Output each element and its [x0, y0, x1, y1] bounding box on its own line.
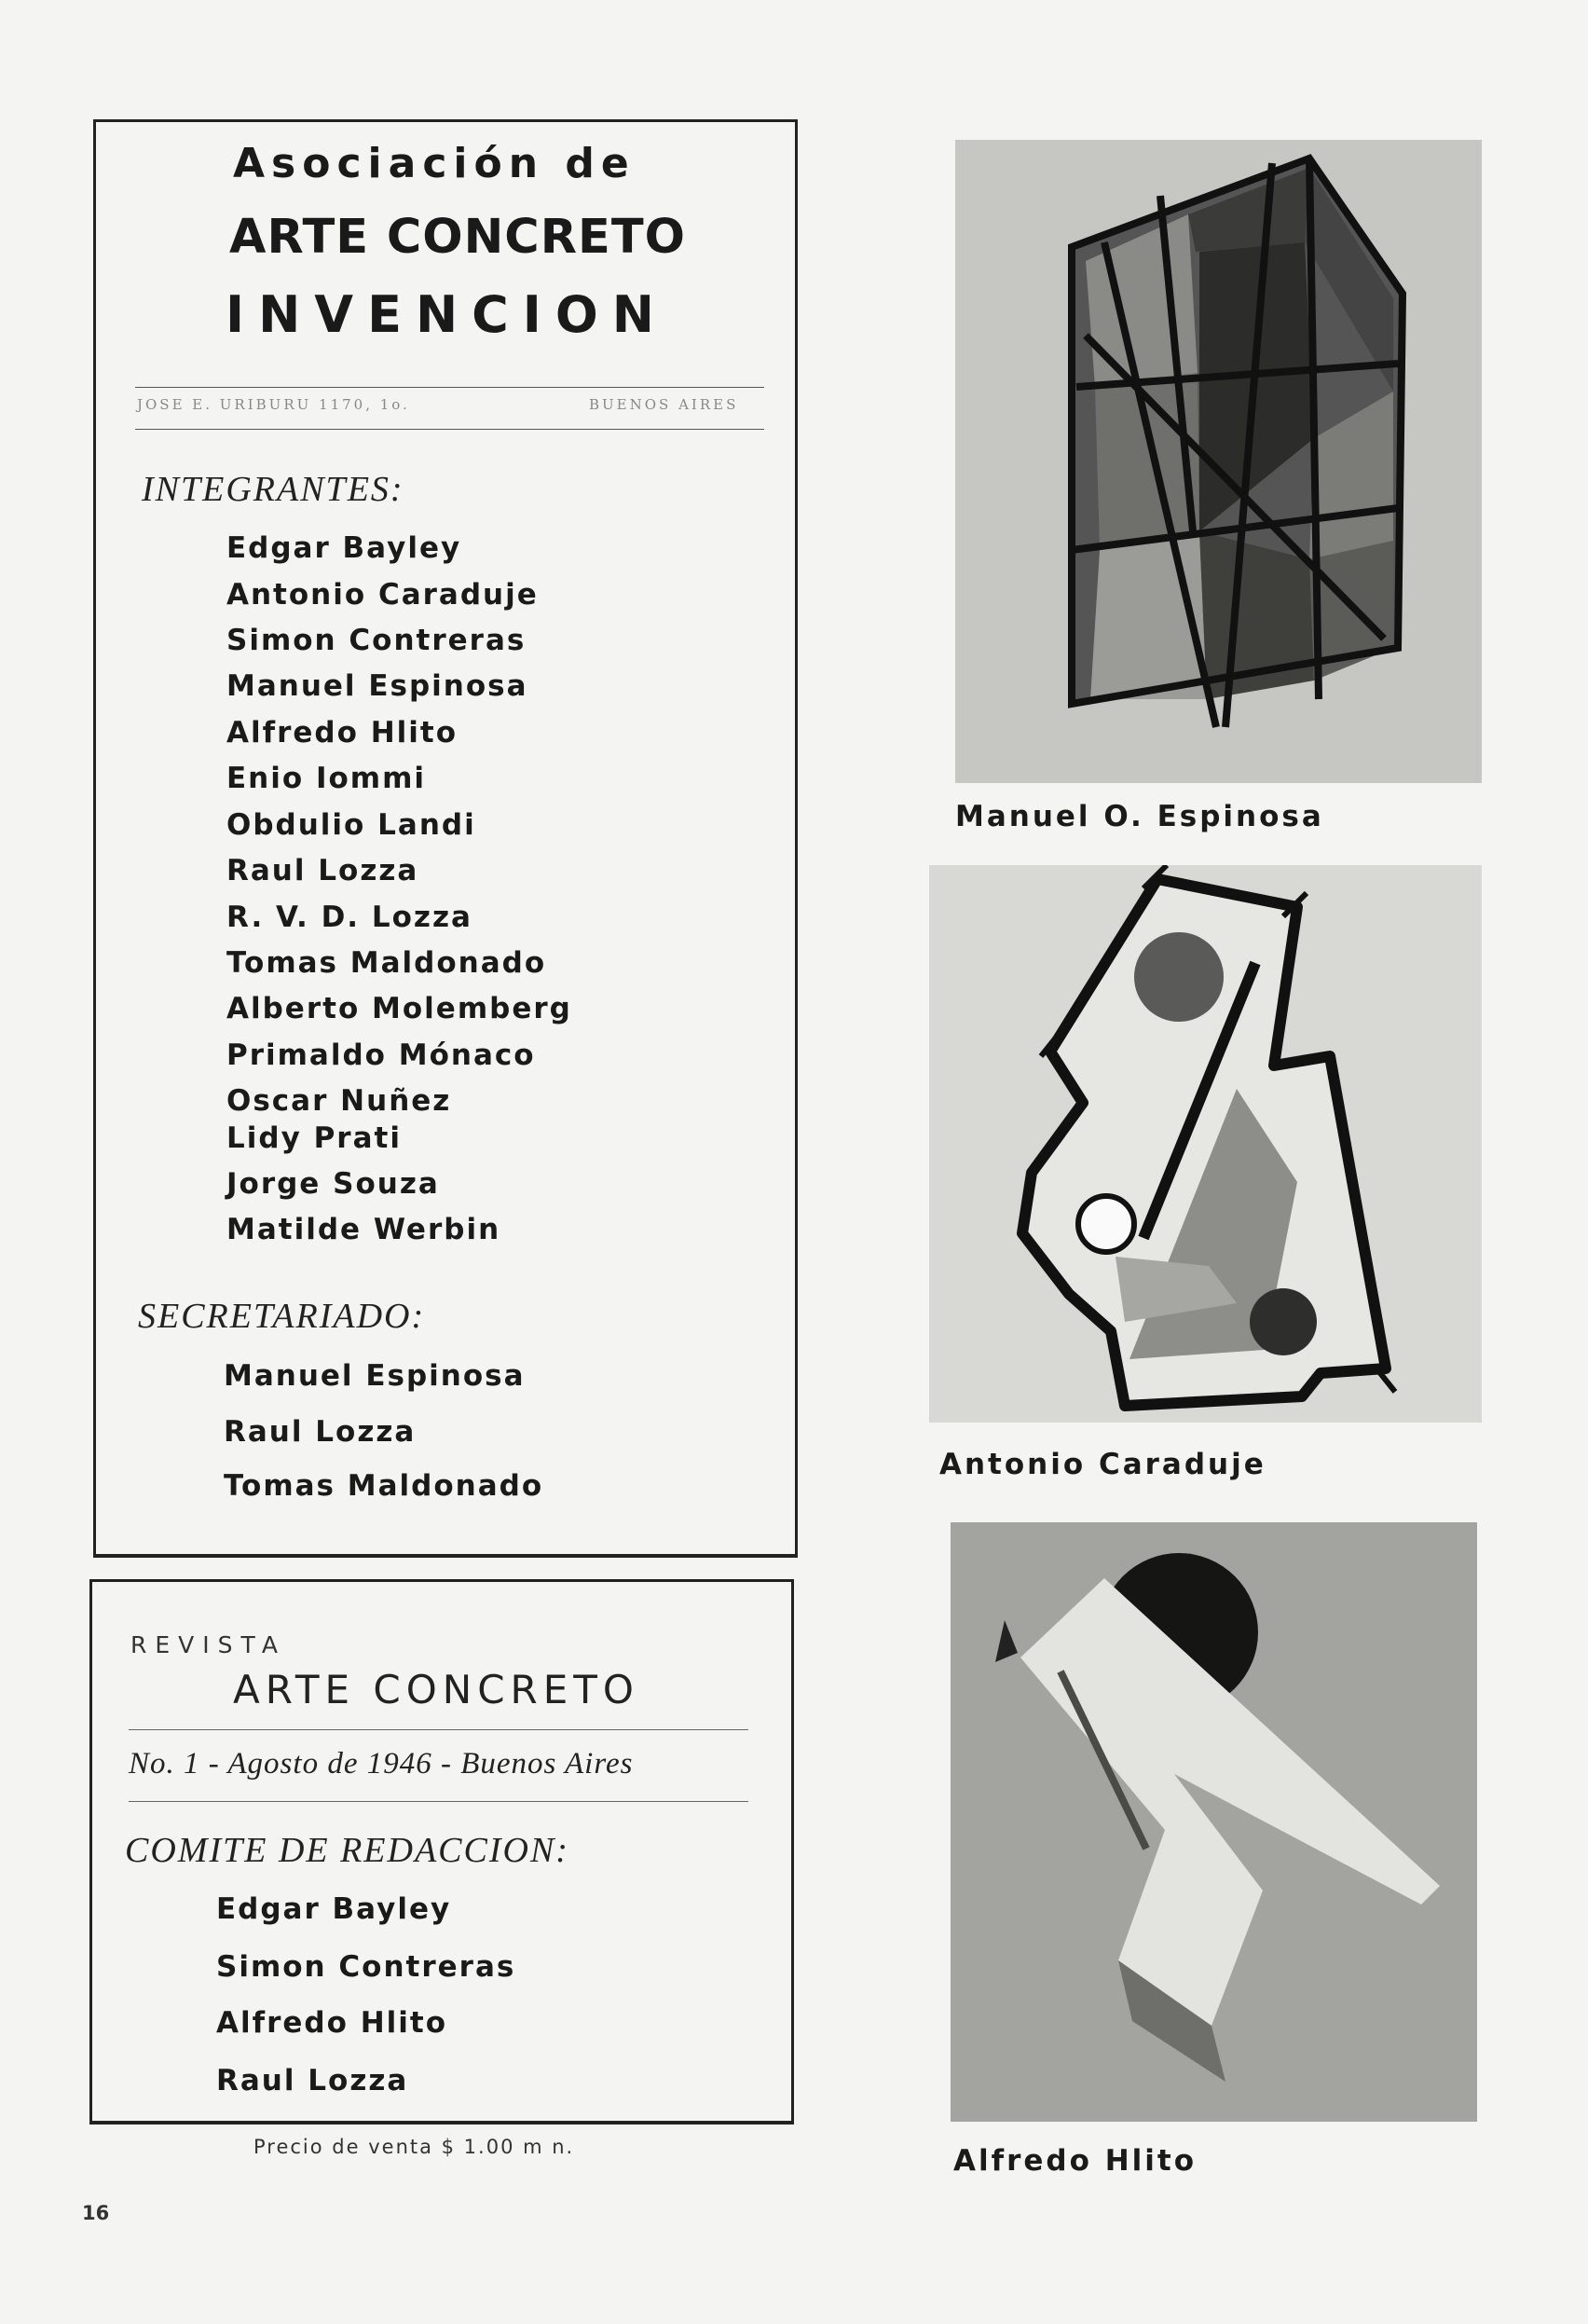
list-item: Simon Contreras: [216, 1950, 516, 1984]
list-item: Edgar Bayley: [216, 1892, 452, 1926]
artwork-espinosa: [955, 140, 1482, 783]
list-item: Manuel Espinosa: [224, 1359, 526, 1393]
revista-label: REVISTA: [130, 1631, 286, 1658]
page-number: 16: [82, 2202, 110, 2224]
list-item: Antonio Caraduje: [226, 578, 539, 612]
list-item: Oscar Nuñez: [226, 1084, 452, 1118]
list-item: Raul Lozza: [224, 1415, 417, 1449]
list-item: Alfredo Hlito: [216, 2006, 448, 2040]
list-item: Manuel Espinosa: [226, 669, 528, 703]
address-rule-bottom: [135, 429, 764, 430]
list-item: Edgar Bayley: [226, 531, 462, 565]
list-item: Raul Lozza: [216, 2064, 409, 2097]
list-item: Tomas Maldonado: [224, 1469, 544, 1503]
artwork-caption: Manuel O. Espinosa: [955, 800, 1324, 833]
integrantes-label: INTEGRANTES:: [142, 470, 404, 509]
revista-rule-top: [129, 1729, 748, 1730]
artwork-hlito: [951, 1522, 1477, 2122]
association-heading-line2: ARTE CONCRETO: [229, 210, 686, 265]
revista-issue: No. 1 - Agosto de 1946 - Buenos Aires: [129, 1747, 634, 1781]
list-item: Jorge Souza: [226, 1167, 440, 1201]
address-rule-top: [135, 387, 764, 388]
list-item: Alfredo Hlito: [226, 716, 459, 749]
list-item: Alberto Molemberg: [226, 992, 572, 1025]
artwork-caption: Antonio Caraduje: [939, 1448, 1266, 1481]
association-heading-line3: INVENCION: [226, 285, 668, 344]
comite-label: COMITE DE REDACCION:: [125, 1831, 569, 1870]
artwork-caraduje: [929, 865, 1482, 1423]
association-heading-line1: Asociación de: [233, 140, 636, 187]
sale-price: Precio de venta $ 1.00 m n.: [253, 2136, 575, 2158]
secretariado-label: SECRETARIADO:: [138, 1297, 426, 1336]
list-item: Obdulio Landi: [226, 808, 476, 842]
address-city: BUENOS AIRES: [589, 396, 739, 413]
revista-rule-bottom: [129, 1801, 748, 1802]
list-item: Simon Contreras: [226, 624, 527, 657]
list-item: Enio Iommi: [226, 762, 427, 795]
list-item: Primaldo Mónaco: [226, 1038, 536, 1072]
artwork-caption: Alfredo Hlito: [953, 2144, 1198, 2178]
list-item: Raul Lozza: [226, 854, 419, 887]
list-item: Lidy Prati: [226, 1121, 402, 1155]
revista-title: ARTE CONCRETO: [233, 1667, 639, 1712]
address-street: JOSE E. URIBURU 1170, 1o.: [137, 396, 410, 413]
list-item: Matilde Werbin: [226, 1213, 501, 1246]
list-item: R. V. D. Lozza: [226, 901, 472, 934]
list-item: Tomas Maldonado: [226, 946, 547, 980]
